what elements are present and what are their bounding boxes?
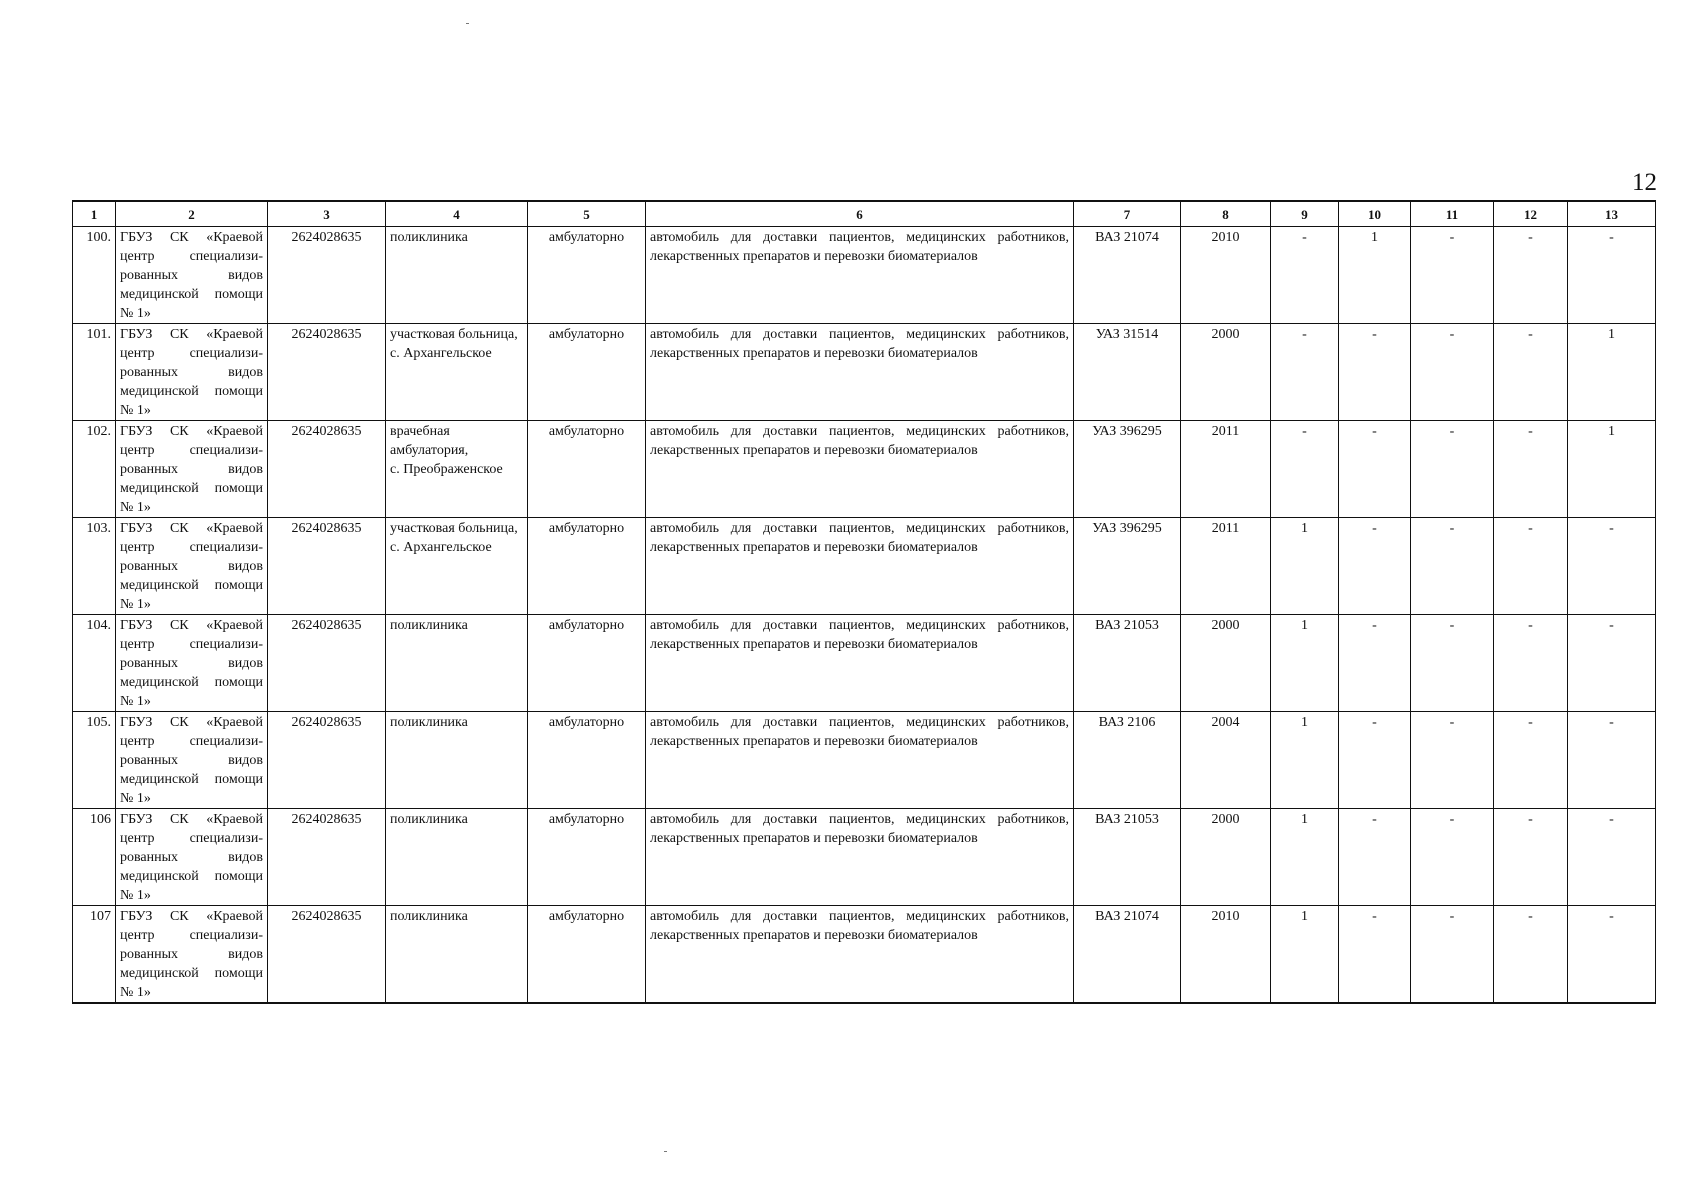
count-cell-9: 1 <box>1271 906 1339 1004</box>
organization-line: ГБУЗ СК «Краевой <box>120 812 263 827</box>
inn-cell: 2624028635 <box>268 712 386 809</box>
column-header: 8 <box>1181 201 1271 227</box>
care-mode-cell: амбулаторно <box>528 906 646 1004</box>
row-number: 104. <box>73 615 116 712</box>
care-mode-cell: амбулаторно <box>528 324 646 421</box>
vehicle-register-table <box>72 200 1656 1004</box>
row-number: 100. <box>73 227 116 324</box>
year-cell: 2010 <box>1181 906 1271 1004</box>
row-number: 106 <box>73 809 116 906</box>
count-cell-12: - <box>1494 518 1568 615</box>
vehicle-model-cell: УАЗ 396295 <box>1074 518 1181 615</box>
organization-line: центр специализи- <box>120 637 263 652</box>
organization-line: ГБУЗ СК «Краевой <box>120 424 263 439</box>
count-cell-12: - <box>1494 615 1568 712</box>
organization-line: центр специализи- <box>120 734 263 749</box>
organization-line: медицинской помощи <box>120 384 263 399</box>
unit-cell <box>386 712 528 809</box>
vehicle-model-cell: ВАЗ 21074 <box>1074 227 1181 324</box>
table-row <box>73 712 1656 809</box>
unit-cell <box>386 324 528 421</box>
year-cell: 2011 <box>1181 421 1271 518</box>
count-cell-12: - <box>1494 421 1568 518</box>
organization-line: медицинской помощи <box>120 578 263 593</box>
column-header: 12 <box>1494 201 1568 227</box>
unit-line: участковая больница, <box>390 327 518 342</box>
inn-cell: 2624028635 <box>268 809 386 906</box>
column-header: 11 <box>1411 201 1494 227</box>
unit-line: поликлиника <box>390 812 468 827</box>
year-cell: 2000 <box>1181 809 1271 906</box>
organization-line: рованных видов <box>120 268 263 283</box>
organization-line: № 1» <box>120 791 151 806</box>
count-cell-9: - <box>1271 227 1339 324</box>
organization-cell <box>116 712 268 809</box>
unit-line: поликлиника <box>390 715 468 730</box>
year-cell: 2011 <box>1181 518 1271 615</box>
scan-speck <box>664 1151 667 1152</box>
count-cell-10: 1 <box>1339 227 1411 324</box>
column-header: 6 <box>646 201 1074 227</box>
unit-line: с. Архангельское <box>390 540 492 555</box>
organization-cell <box>116 906 268 1004</box>
purpose-cell: автомобиль для доставки пациентов, медицинских работников, лекарственных препаратов и перевозки биоматериалов <box>646 518 1074 615</box>
organization-line: ГБУЗ СК «Краевой <box>120 327 263 342</box>
count-cell-13: - <box>1568 809 1656 906</box>
unit-line: амбулатория, <box>390 443 469 458</box>
organization-line: медицинской помощи <box>120 481 263 496</box>
organization-line: № 1» <box>120 403 151 418</box>
unit-cell <box>386 421 528 518</box>
count-cell-12: - <box>1494 712 1568 809</box>
organization-line: медицинской помощи <box>120 966 263 981</box>
count-cell-11: - <box>1411 712 1494 809</box>
unit-cell <box>386 615 528 712</box>
inn-cell: 2624028635 <box>268 906 386 1004</box>
row-number: 101. <box>73 324 116 421</box>
care-mode-cell: амбулаторно <box>528 421 646 518</box>
column-header: 2 <box>116 201 268 227</box>
organization-cell <box>116 518 268 615</box>
vehicle-model-cell: УАЗ 31514 <box>1074 324 1181 421</box>
count-cell-12: - <box>1494 906 1568 1004</box>
count-cell-9: - <box>1271 421 1339 518</box>
care-mode-cell: амбулаторно <box>528 227 646 324</box>
unit-cell <box>386 518 528 615</box>
row-number: 107 <box>73 906 116 1004</box>
column-header: 5 <box>528 201 646 227</box>
count-cell-12: - <box>1494 227 1568 324</box>
organization-line: № 1» <box>120 888 151 903</box>
organization-line: рованных видов <box>120 559 263 574</box>
organization-line: № 1» <box>120 985 151 1000</box>
unit-line: поликлиника <box>390 230 468 245</box>
purpose-cell: автомобиль для доставки пациентов, медицинских работников, лекарственных препаратов и перевозки биоматериалов <box>646 712 1074 809</box>
count-cell-12: - <box>1494 809 1568 906</box>
table-row <box>73 906 1656 1004</box>
table-row <box>73 518 1656 615</box>
count-cell-13: - <box>1568 227 1656 324</box>
vehicle-model-cell: УАЗ 396295 <box>1074 421 1181 518</box>
page-number: 12 <box>1632 169 1657 196</box>
count-cell-10: - <box>1339 324 1411 421</box>
organization-cell <box>116 421 268 518</box>
care-mode-cell: амбулаторно <box>528 518 646 615</box>
unit-line: участковая больница, <box>390 521 518 536</box>
count-cell-13: - <box>1568 615 1656 712</box>
vehicle-model-cell: ВАЗ 21053 <box>1074 615 1181 712</box>
unit-line: поликлиника <box>390 909 468 924</box>
count-cell-9: - <box>1271 324 1339 421</box>
organization-line: медицинской помощи <box>120 772 263 787</box>
organization-cell <box>116 227 268 324</box>
unit-cell <box>386 906 528 1004</box>
register-body <box>73 227 1656 1004</box>
column-header: 7 <box>1074 201 1181 227</box>
count-cell-10: - <box>1339 421 1411 518</box>
organization-line: № 1» <box>120 597 151 612</box>
count-cell-13: - <box>1568 906 1656 1004</box>
care-mode-cell: амбулаторно <box>528 809 646 906</box>
organization-line: ГБУЗ СК «Краевой <box>120 521 263 536</box>
count-cell-9: 1 <box>1271 615 1339 712</box>
count-cell-11: - <box>1411 906 1494 1004</box>
count-cell-11: - <box>1411 324 1494 421</box>
purpose-cell: автомобиль для доставки пациентов, медицинских работников, лекарственных препаратов и перевозки биоматериалов <box>646 615 1074 712</box>
organization-line: медицинской помощи <box>120 869 263 884</box>
column-header: 3 <box>268 201 386 227</box>
count-cell-11: - <box>1411 421 1494 518</box>
inn-cell: 2624028635 <box>268 421 386 518</box>
vehicle-model-cell: ВАЗ 2106 <box>1074 712 1181 809</box>
purpose-cell: автомобиль для доставки пациентов, медицинских работников, лекарственных препаратов и перевозки биоматериалов <box>646 421 1074 518</box>
organization-line: № 1» <box>120 694 151 709</box>
organization-line: № 1» <box>120 306 151 321</box>
year-cell: 2000 <box>1181 615 1271 712</box>
count-cell-11: - <box>1411 615 1494 712</box>
unit-line: с. Архангельское <box>390 346 492 361</box>
count-cell-10: - <box>1339 712 1411 809</box>
count-cell-11: - <box>1411 227 1494 324</box>
organization-line: центр специализи- <box>120 249 263 264</box>
count-cell-9: 1 <box>1271 809 1339 906</box>
year-cell: 2000 <box>1181 324 1271 421</box>
organization-line: центр специализи- <box>120 540 263 555</box>
purpose-cell: автомобиль для доставки пациентов, медицинских работников, лекарственных препаратов и перевозки биоматериалов <box>646 809 1074 906</box>
year-cell: 2010 <box>1181 227 1271 324</box>
care-mode-cell: амбулаторно <box>528 615 646 712</box>
year-cell: 2004 <box>1181 712 1271 809</box>
count-cell-10: - <box>1339 906 1411 1004</box>
organization-line: рованных видов <box>120 850 263 865</box>
count-cell-9: 1 <box>1271 712 1339 809</box>
organization-line: рованных видов <box>120 947 263 962</box>
unit-line: поликлиника <box>390 618 468 633</box>
count-cell-11: - <box>1411 518 1494 615</box>
organization-cell <box>116 324 268 421</box>
organization-line: центр специализи- <box>120 928 263 943</box>
count-cell-10: - <box>1339 615 1411 712</box>
row-number: 105. <box>73 712 116 809</box>
count-cell-13: 1 <box>1568 421 1656 518</box>
organization-line: рованных видов <box>120 656 263 671</box>
inn-cell: 2624028635 <box>268 518 386 615</box>
organization-line: рованных видов <box>120 365 263 380</box>
column-header: 1 <box>73 201 116 227</box>
purpose-cell: автомобиль для доставки пациентов, медицинских работников, лекарственных препаратов и перевозки биоматериалов <box>646 227 1074 324</box>
count-cell-12: - <box>1494 324 1568 421</box>
organization-line: ГБУЗ СК «Краевой <box>120 909 263 924</box>
organization-line: ГБУЗ СК «Краевой <box>120 618 263 633</box>
purpose-cell: автомобиль для доставки пациентов, медицинских работников, лекарственных препаратов и перевозки биоматериалов <box>646 906 1074 1004</box>
vehicle-model-cell: ВАЗ 21074 <box>1074 906 1181 1004</box>
count-cell-9: 1 <box>1271 518 1339 615</box>
scan-speck <box>466 23 469 24</box>
unit-line: с. Преображенское <box>390 462 503 477</box>
count-cell-10: - <box>1339 518 1411 615</box>
unit-cell <box>386 227 528 324</box>
unit-cell <box>386 809 528 906</box>
organization-line: № 1» <box>120 500 151 515</box>
vehicle-model-cell: ВАЗ 21053 <box>1074 809 1181 906</box>
table-row <box>73 324 1656 421</box>
organization-cell <box>116 809 268 906</box>
column-number-row <box>73 201 1656 227</box>
column-header: 4 <box>386 201 528 227</box>
organization-line: медицинской помощи <box>120 287 263 302</box>
organization-line: ГБУЗ СК «Краевой <box>120 715 263 730</box>
column-header: 10 <box>1339 201 1411 227</box>
organization-line: медицинской помощи <box>120 675 263 690</box>
column-header: 9 <box>1271 201 1339 227</box>
organization-line: ГБУЗ СК «Краевой <box>120 230 263 245</box>
column-header: 13 <box>1568 201 1656 227</box>
inn-cell: 2624028635 <box>268 227 386 324</box>
count-cell-13: - <box>1568 712 1656 809</box>
table-row <box>73 615 1656 712</box>
organization-line: центр специализи- <box>120 346 263 361</box>
inn-cell: 2624028635 <box>268 324 386 421</box>
inn-cell: 2624028635 <box>268 615 386 712</box>
table-row <box>73 809 1656 906</box>
unit-line: врачебная <box>390 424 450 439</box>
purpose-cell: автомобиль для доставки пациентов, медицинских работников, лекарственных препаратов и перевозки биоматериалов <box>646 324 1074 421</box>
count-cell-11: - <box>1411 809 1494 906</box>
count-cell-10: - <box>1339 809 1411 906</box>
row-number: 102. <box>73 421 116 518</box>
count-cell-13: 1 <box>1568 324 1656 421</box>
table-row <box>73 227 1656 324</box>
care-mode-cell: амбулаторно <box>528 712 646 809</box>
row-number: 103. <box>73 518 116 615</box>
organization-cell <box>116 615 268 712</box>
organization-line: центр специализи- <box>120 443 263 458</box>
organization-line: центр специализи- <box>120 831 263 846</box>
organization-line: рованных видов <box>120 753 263 768</box>
count-cell-13: - <box>1568 518 1656 615</box>
table-row <box>73 421 1656 518</box>
organization-line: рованных видов <box>120 462 263 477</box>
